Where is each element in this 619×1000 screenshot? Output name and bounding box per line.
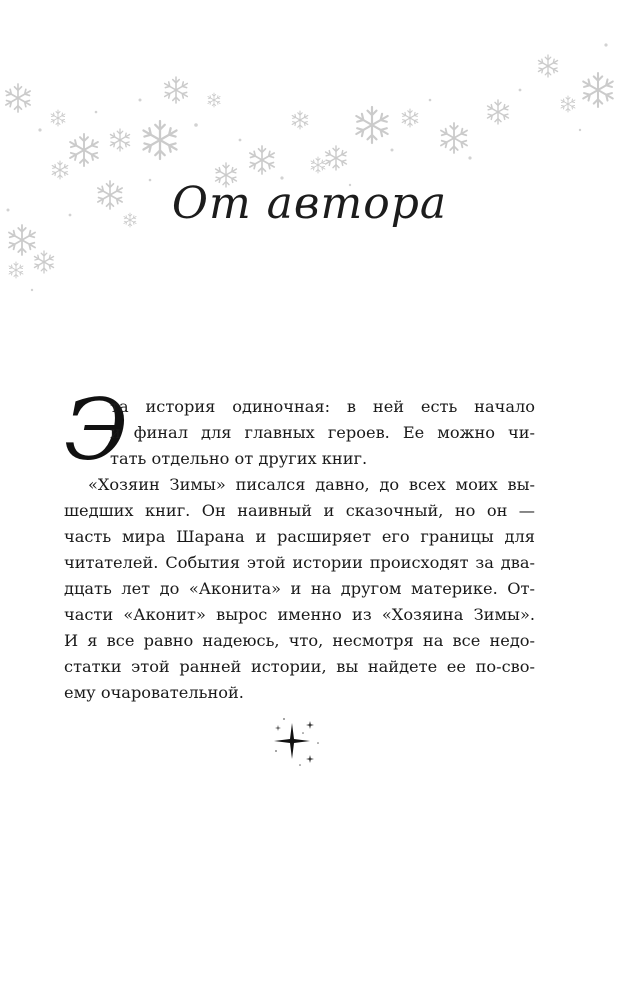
- text-line: часть мира Шарана и расширяет его границы для: [64, 527, 535, 546]
- text-line: И я все равно надеюсь, что, несмотря на все недо-: [64, 631, 535, 650]
- text-line: ему очаровательной.: [64, 683, 244, 702]
- text-line: та история одиночная: в ней есть начало: [110, 397, 535, 416]
- text-line: читателей. События этой истории происходят за два-: [64, 553, 535, 572]
- drop-cap: Э: [64, 381, 129, 479]
- text-line: шедших книг. Он наивный и сказочный, но он —: [64, 501, 535, 520]
- sparkle-star-icon: [268, 715, 324, 771]
- text-line: и финал для главных героев. Ее можно чи-: [110, 423, 535, 442]
- snowflakes-decoration-icon: [0, 0, 619, 300]
- text-line: тать отдельно от других книг.: [110, 449, 368, 468]
- text-line: «Хозяин Зимы» писался давно, до всех моих вы-: [88, 475, 535, 494]
- text-line: дцать лет до «Аконита» и на другом материке. От-: [64, 579, 535, 598]
- text-line: статки этой ранней истории, вы найдете ее по-сво-: [64, 657, 535, 676]
- text-line: части «Аконит» вырос именно из «Хозяина Зимы».: [64, 605, 535, 624]
- page-title: От автора: [171, 178, 448, 229]
- body-text: [64, 394, 535, 706]
